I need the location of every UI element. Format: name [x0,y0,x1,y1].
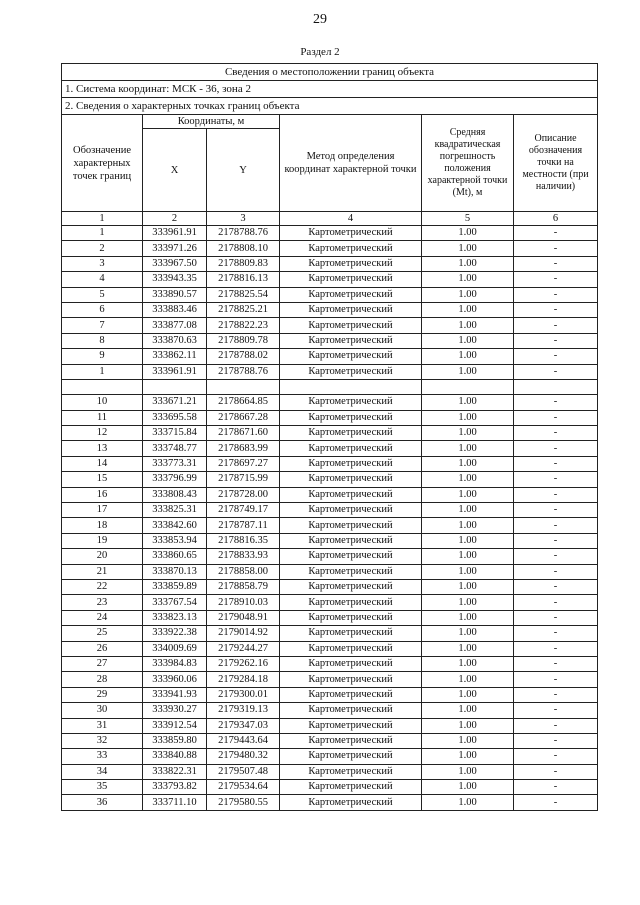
description: - [514,672,598,687]
section-title: Раздел 2 [300,46,340,58]
mt-value: 1.00 [422,564,514,579]
point-number: 23 [62,595,143,610]
method: Картометрический [280,410,422,425]
coord-y: 2178788.76 [207,364,280,379]
mt-value: 1.00 [422,426,514,441]
table-row [62,749,598,764]
coord-y: 2178858.00 [207,564,280,579]
description: - [514,302,598,317]
coord-x: 333767.54 [143,595,207,610]
description: - [514,318,598,333]
header-description: Описание обозначения точки на местности (при наличии) [514,115,598,212]
table-row [62,641,598,656]
coord-y: 2178749.17 [207,503,280,518]
description: - [514,241,598,256]
mt-value: 1.00 [422,472,514,487]
point-number: 20 [62,549,143,564]
table-row [62,672,598,687]
method: Картометрический [280,579,422,594]
header-x: X [143,129,207,212]
method: Картометрический [280,256,422,271]
table-row [62,780,598,795]
table-row [62,395,598,410]
point-number: 12 [62,426,143,441]
mt-value: 1.00 [422,302,514,317]
table-row [62,626,598,641]
coord-y: 2178825.21 [207,302,280,317]
column-number: 2 [143,212,207,226]
description: - [514,549,598,564]
mt-value: 1.00 [422,780,514,795]
mt-value: 1.00 [422,641,514,656]
point-number: 17 [62,503,143,518]
boundary-points-table [61,63,598,811]
coord-y: 2178788.02 [207,349,280,364]
table-row [62,410,598,425]
method: Картометрический [280,687,422,702]
coord-y: 2178809.78 [207,333,280,348]
coord-y: 2178667.28 [207,410,280,425]
table-row [62,595,598,610]
coord-x: 333793.82 [143,780,207,795]
table-row [62,795,598,810]
method: Картометрический [280,626,422,641]
coord-y: 2178816.13 [207,272,280,287]
point-number: 16 [62,487,143,502]
coord-y: 2179014.92 [207,626,280,641]
description: - [514,687,598,702]
method: Картометрический [280,610,422,625]
point-number: 26 [62,641,143,656]
coord-x: 333984.83 [143,656,207,671]
coord-x: 333859.80 [143,733,207,748]
mt-value: 1.00 [422,610,514,625]
coord-y: 2179048.91 [207,610,280,625]
method: Картометрический [280,333,422,348]
coord-x: 333860.65 [143,549,207,564]
coord-x: 333870.13 [143,564,207,579]
header-designation: Обозначение характерных точек границ [62,115,143,212]
method: Картометрический [280,672,422,687]
coord-x: 333930.27 [143,703,207,718]
method: Картометрический [280,780,422,795]
method: Картометрический [280,456,422,471]
empty-cell [62,379,143,394]
method: Картометрический [280,733,422,748]
description: - [514,795,598,810]
mt-value: 1.00 [422,256,514,271]
point-number: 13 [62,441,143,456]
table-row [62,610,598,625]
point-number: 30 [62,703,143,718]
mt-value: 1.00 [422,503,514,518]
table-row [62,241,598,256]
coord-x: 333808.43 [143,487,207,502]
point-number: 2 [62,241,143,256]
description: - [514,472,598,487]
description: - [514,441,598,456]
table-row [62,456,598,471]
description: - [514,333,598,348]
page-number: 29 [313,12,327,27]
coord-x: 333883.46 [143,302,207,317]
mt-value: 1.00 [422,272,514,287]
description: - [514,595,598,610]
column-number: 3 [207,212,280,226]
coord-x: 333971.26 [143,241,207,256]
description: - [514,456,598,471]
table-row [62,226,598,241]
table-row [62,287,598,302]
method: Картометрический [280,595,422,610]
method: Картометрический [280,764,422,779]
method: Картометрический [280,549,422,564]
mt-value: 1.00 [422,533,514,548]
point-number: 27 [62,656,143,671]
coord-x: 333961.91 [143,364,207,379]
coord-y: 2178697.27 [207,456,280,471]
method: Картометрический [280,395,422,410]
coord-y: 2178825.54 [207,287,280,302]
mt-value: 1.00 [422,487,514,502]
table-row [62,764,598,779]
coord-y: 2178816.35 [207,533,280,548]
coord-x: 333853.94 [143,533,207,548]
description: - [514,272,598,287]
description: - [514,626,598,641]
mt-value: 1.00 [422,749,514,764]
method: Картометрический [280,426,422,441]
method: Картометрический [280,318,422,333]
coord-y: 2178728.00 [207,487,280,502]
empty-cell [143,379,207,394]
empty-cell [280,379,422,394]
coord-x: 333960.06 [143,672,207,687]
coord-y: 2178833.93 [207,549,280,564]
header-y: Y [207,129,280,212]
coord-y: 2178671.60 [207,426,280,441]
mt-value: 1.00 [422,703,514,718]
coord-x: 333822.31 [143,764,207,779]
points-caption: 2. Сведения о характерных точках границ объекта [62,98,598,115]
table-row [62,364,598,379]
table-row [62,549,598,564]
point-number: 21 [62,564,143,579]
description: - [514,533,598,548]
point-number: 14 [62,456,143,471]
separator-row [62,379,598,394]
coord-x: 333967.50 [143,256,207,271]
description: - [514,349,598,364]
point-number: 11 [62,410,143,425]
description: - [514,656,598,671]
mt-value: 1.00 [422,764,514,779]
point-number: 6 [62,302,143,317]
coord-y: 2178822.23 [207,318,280,333]
coord-y: 2179480.32 [207,749,280,764]
table-row [62,518,598,533]
table-row [62,703,598,718]
table-row [62,302,598,317]
column-number: 6 [514,212,598,226]
coord-x: 333715.84 [143,426,207,441]
table-row [62,333,598,348]
coord-x: 333870.63 [143,333,207,348]
point-number: 3 [62,256,143,271]
description: - [514,641,598,656]
coord-x: 333796.99 [143,472,207,487]
point-number: 15 [62,472,143,487]
table-row [62,256,598,271]
coord-x: 333877.08 [143,318,207,333]
point-number: 34 [62,764,143,779]
method: Картометрический [280,349,422,364]
point-number: 22 [62,579,143,594]
coord-y: 2179244.27 [207,641,280,656]
coord-x: 333912.54 [143,718,207,733]
method: Картометрический [280,656,422,671]
description: - [514,287,598,302]
table-row [62,318,598,333]
coord-x: 333859.89 [143,579,207,594]
point-number: 29 [62,687,143,702]
coord-y: 2178787.11 [207,518,280,533]
description: - [514,564,598,579]
coord-y: 2178808.10 [207,241,280,256]
point-number: 35 [62,780,143,795]
mt-value: 1.00 [422,333,514,348]
mt-value: 1.00 [422,241,514,256]
point-number: 32 [62,733,143,748]
description: - [514,410,598,425]
coord-y: 2179507.48 [207,764,280,779]
mt-value: 1.00 [422,226,514,241]
mt-value: 1.00 [422,318,514,333]
point-number: 9 [62,349,143,364]
mt-value: 1.00 [422,287,514,302]
description: - [514,780,598,795]
coord-x: 333941.93 [143,687,207,702]
coord-x: 333773.31 [143,456,207,471]
method: Картометрический [280,441,422,456]
header-coordinates: Координаты, м [143,115,280,129]
table-row [62,718,598,733]
coord-y: 2178664.85 [207,395,280,410]
mt-value: 1.00 [422,672,514,687]
table-row [62,687,598,702]
mt-value: 1.00 [422,395,514,410]
table-row [62,733,598,748]
method: Картометрический [280,226,422,241]
coord-y: 2179262.16 [207,656,280,671]
coord-x: 333922.38 [143,626,207,641]
coord-x: 333695.58 [143,410,207,425]
point-number: 10 [62,395,143,410]
coord-x: 333825.31 [143,503,207,518]
method: Картометрический [280,287,422,302]
mt-value: 1.00 [422,441,514,456]
method: Картометрический [280,518,422,533]
point-number: 1 [62,364,143,379]
table-row [62,349,598,364]
coord-y: 2178809.83 [207,256,280,271]
mt-value: 1.00 [422,456,514,471]
method: Картометрический [280,533,422,548]
table-row [62,472,598,487]
description: - [514,256,598,271]
column-number: 4 [280,212,422,226]
empty-cell [514,379,598,394]
coord-y: 2179347.03 [207,718,280,733]
method: Картометрический [280,703,422,718]
mt-value: 1.00 [422,364,514,379]
table-row [62,272,598,287]
method: Картометрический [280,503,422,518]
header-error: Средняя квадратическая погрешность положения характерной точки (Mt), м [422,115,514,212]
coord-y: 2179319.13 [207,703,280,718]
method: Картометрический [280,718,422,733]
mt-value: 1.00 [422,410,514,425]
mt-value: 1.00 [422,733,514,748]
coord-x: 333823.13 [143,610,207,625]
coord-x: 333671.21 [143,395,207,410]
mt-value: 1.00 [422,656,514,671]
table-row [62,564,598,579]
coord-y: 2179443.64 [207,733,280,748]
description: - [514,610,598,625]
point-number: 19 [62,533,143,548]
point-number: 28 [62,672,143,687]
mt-value: 1.00 [422,687,514,702]
method: Картометрический [280,241,422,256]
description: - [514,764,598,779]
method: Картометрический [280,564,422,579]
empty-cell [422,379,514,394]
method: Картометрический [280,272,422,287]
coord-x: 333840.88 [143,749,207,764]
description: - [514,426,598,441]
point-number: 4 [62,272,143,287]
table-title: Сведения о местоположении границ объекта [62,64,598,81]
table-row [62,579,598,594]
point-number: 7 [62,318,143,333]
coord-x: 333842.60 [143,518,207,533]
description: - [514,395,598,410]
coord-x: 333748.77 [143,441,207,456]
description: - [514,749,598,764]
point-number: 1 [62,226,143,241]
empty-cell [207,379,280,394]
mt-value: 1.00 [422,718,514,733]
method: Картометрический [280,749,422,764]
table-row [62,441,598,456]
mt-value: 1.00 [422,795,514,810]
description: - [514,703,598,718]
point-number: 33 [62,749,143,764]
description: - [514,518,598,533]
coord-y: 2178858.79 [207,579,280,594]
point-number: 31 [62,718,143,733]
coord-x: 334009.69 [143,641,207,656]
coord-y: 2179284.18 [207,672,280,687]
coord-y: 2178910.03 [207,595,280,610]
coord-y: 2178715.99 [207,472,280,487]
coord-x: 333943.35 [143,272,207,287]
method: Картометрический [280,795,422,810]
point-number: 5 [62,287,143,302]
description: - [514,733,598,748]
table-row [62,656,598,671]
point-number: 36 [62,795,143,810]
table-row [62,533,598,548]
description: - [514,718,598,733]
coord-system: 1. Система координат: МСК - 36, зона 2 [62,81,598,98]
method: Картометрический [280,472,422,487]
mt-value: 1.00 [422,626,514,641]
mt-value: 1.00 [422,595,514,610]
method: Картометрический [280,302,422,317]
coord-x: 333961.91 [143,226,207,241]
mt-value: 1.00 [422,579,514,594]
description: - [514,487,598,502]
point-number: 25 [62,626,143,641]
table-row [62,503,598,518]
column-number: 5 [422,212,514,226]
method: Картометрический [280,641,422,656]
method: Картометрический [280,364,422,379]
coord-y: 2179580.55 [207,795,280,810]
point-number: 18 [62,518,143,533]
point-number: 8 [62,333,143,348]
coord-y: 2178683.99 [207,441,280,456]
column-number: 1 [62,212,143,226]
description: - [514,226,598,241]
column-numbers-row [62,212,598,226]
mt-value: 1.00 [422,518,514,533]
coord-x: 333711.10 [143,795,207,810]
point-number: 24 [62,610,143,625]
table-row [62,487,598,502]
method: Картометрический [280,487,422,502]
mt-value: 1.00 [422,549,514,564]
coord-x: 333862.11 [143,349,207,364]
coord-y: 2179300.01 [207,687,280,702]
coord-y: 2179534.64 [207,780,280,795]
description: - [514,364,598,379]
coord-x: 333890.57 [143,287,207,302]
description: - [514,579,598,594]
description: - [514,503,598,518]
header-method: Метод определения координат характерной точки [280,115,422,212]
coord-y: 2178788.76 [207,226,280,241]
table-row [62,426,598,441]
mt-value: 1.00 [422,349,514,364]
